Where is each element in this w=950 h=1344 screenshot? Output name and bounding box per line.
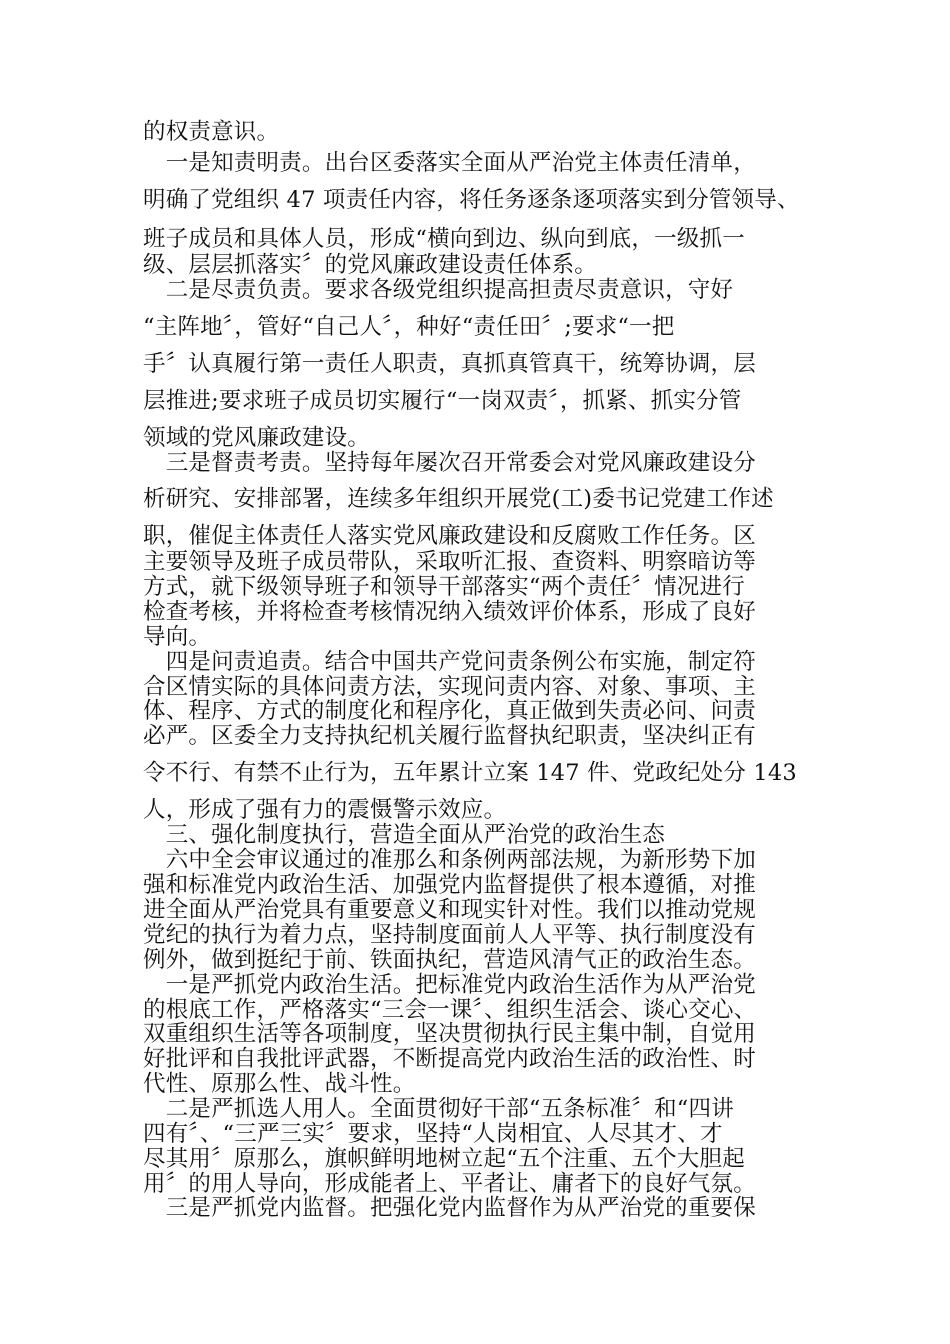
- text-line: 令不行、有禁不止行为，五年累计立案 147 件、党政纪处分 143: [143, 760, 797, 786]
- text-line: 三是严抓党内监督。把强化党内监督作为从严治党的重要保: [143, 1195, 756, 1221]
- text-line: 析研究、安排部署，连续多年组织开展党(工)委书记党建工作述: [143, 486, 774, 512]
- text-line: 的根底工作，严格落实“三会一课〞、组织生活会、谈心交心、: [143, 997, 757, 1023]
- text-line: 用〞的用人导向，形成能者上、平者让、庸者下的良好气氛。: [143, 1171, 756, 1197]
- text-line: 职，催促主体责任人落实党风廉政建设和反腐败工作任务。区: [143, 523, 756, 549]
- text-line: 三是督责考责。坚持每年屡次召开常委会对党风廉政建设分: [143, 450, 756, 476]
- text-line: 代性、原那么性、战斗性。: [143, 1071, 416, 1097]
- text-line: 一是严抓党内政治生活。把标准党内政治生活作为从严治党: [143, 972, 756, 998]
- section-heading: 三、强化制度执行，营造全面从严治党的政治生态: [143, 822, 666, 848]
- text-line: 级、层层抓落实〞的党风廉政建设责任体系。: [143, 252, 598, 278]
- text-line: 明确了党组织 47 项责任内容，将任务逐条逐项落实到分管领导、: [143, 187, 800, 213]
- text-line: 一是知责明责。出台区委落实全面从严治党主体责任清单，: [143, 150, 756, 176]
- text-line: 领域的党风廉政建设。: [143, 425, 371, 451]
- text-line: 进全面从严治党具有重要意义和现实针对性。我们以推动党规: [143, 897, 756, 923]
- text-line: 人，形成了强有力的震慑警示效应。: [143, 797, 507, 823]
- text-line: 六中全会审议通过的准那么和条例两部法规，为新形势下加: [143, 847, 756, 873]
- text-line: 手〞认真履行第一责任人职责，真抓真管真干，统筹协调，层: [143, 351, 756, 377]
- text-line: 强和标准党内政治生活、加强党内监督提供了根本遵循，对推: [143, 872, 756, 898]
- text-line: 主要领导及班子成员带队，采取听汇报、查资料、明察暗访等: [143, 549, 756, 575]
- text-line: 必严。区委全力支持执纪机关履行监督执纪职责，坚决纠正有: [143, 723, 756, 749]
- text-line: 方式，就下级领导班子和领导干部落实“两个责任〞情况进行: [143, 574, 745, 600]
- text-line: 二是尽责负责。要求各级党组织提高担责尽责意识，守好: [143, 277, 734, 303]
- text-line: 党纪的执行为着力点，坚持制度面前人人平等、执行制度没有: [143, 922, 756, 948]
- text-line: 导向。: [143, 624, 212, 650]
- text-line: 例外，做到挺纪于前、铁面执纪，营造风清气正的政治生态。: [143, 947, 756, 973]
- text-line: 四有〞、“三严三实〞要求，坚持“人岗相宜、人尽其才、才: [143, 1121, 723, 1147]
- text-line: 双重组织生活等各项制度，坚决贯彻执行民主集中制，自觉用: [143, 1021, 756, 1047]
- text-line: 好批评和自我批评武器，不断提高党内政治生活的政治性、时: [143, 1046, 756, 1072]
- text-line: 班子成员和具体人员，形成“横向到边、纵向到底，一级抓一: [143, 226, 745, 252]
- text-line: “主阵地〞，管好“自己人〞，种好“责任田〞;要求“一把: [143, 314, 675, 340]
- text-line: 检查考核，并将检查考核情况纳入绩效评价体系，形成了良好: [143, 599, 756, 625]
- text-line: 的权责意识。: [143, 119, 280, 145]
- text-line: 层推进;要求班子成员切实履行“一岗双责〞，抓紧、抓实分管: [143, 388, 742, 414]
- text-line: 合区情实际的具体问责方法，实现问责内容、对象、事项、主: [143, 674, 756, 700]
- text-line: 体、程序、方式的制度化和程序化，真正做到失责必问、问责: [143, 698, 756, 724]
- text-line: 四是问责追责。结合中国共产党问责条例公布实施，制定符: [143, 649, 756, 675]
- text-line: 尽其用〞原那么，旗帜鲜明地树立起“五个注重、五个大胆起: [143, 1146, 745, 1172]
- text-line: 二是严抓选人用人。全面贯彻好干部“五条标准〞和“四讲: [143, 1096, 734, 1122]
